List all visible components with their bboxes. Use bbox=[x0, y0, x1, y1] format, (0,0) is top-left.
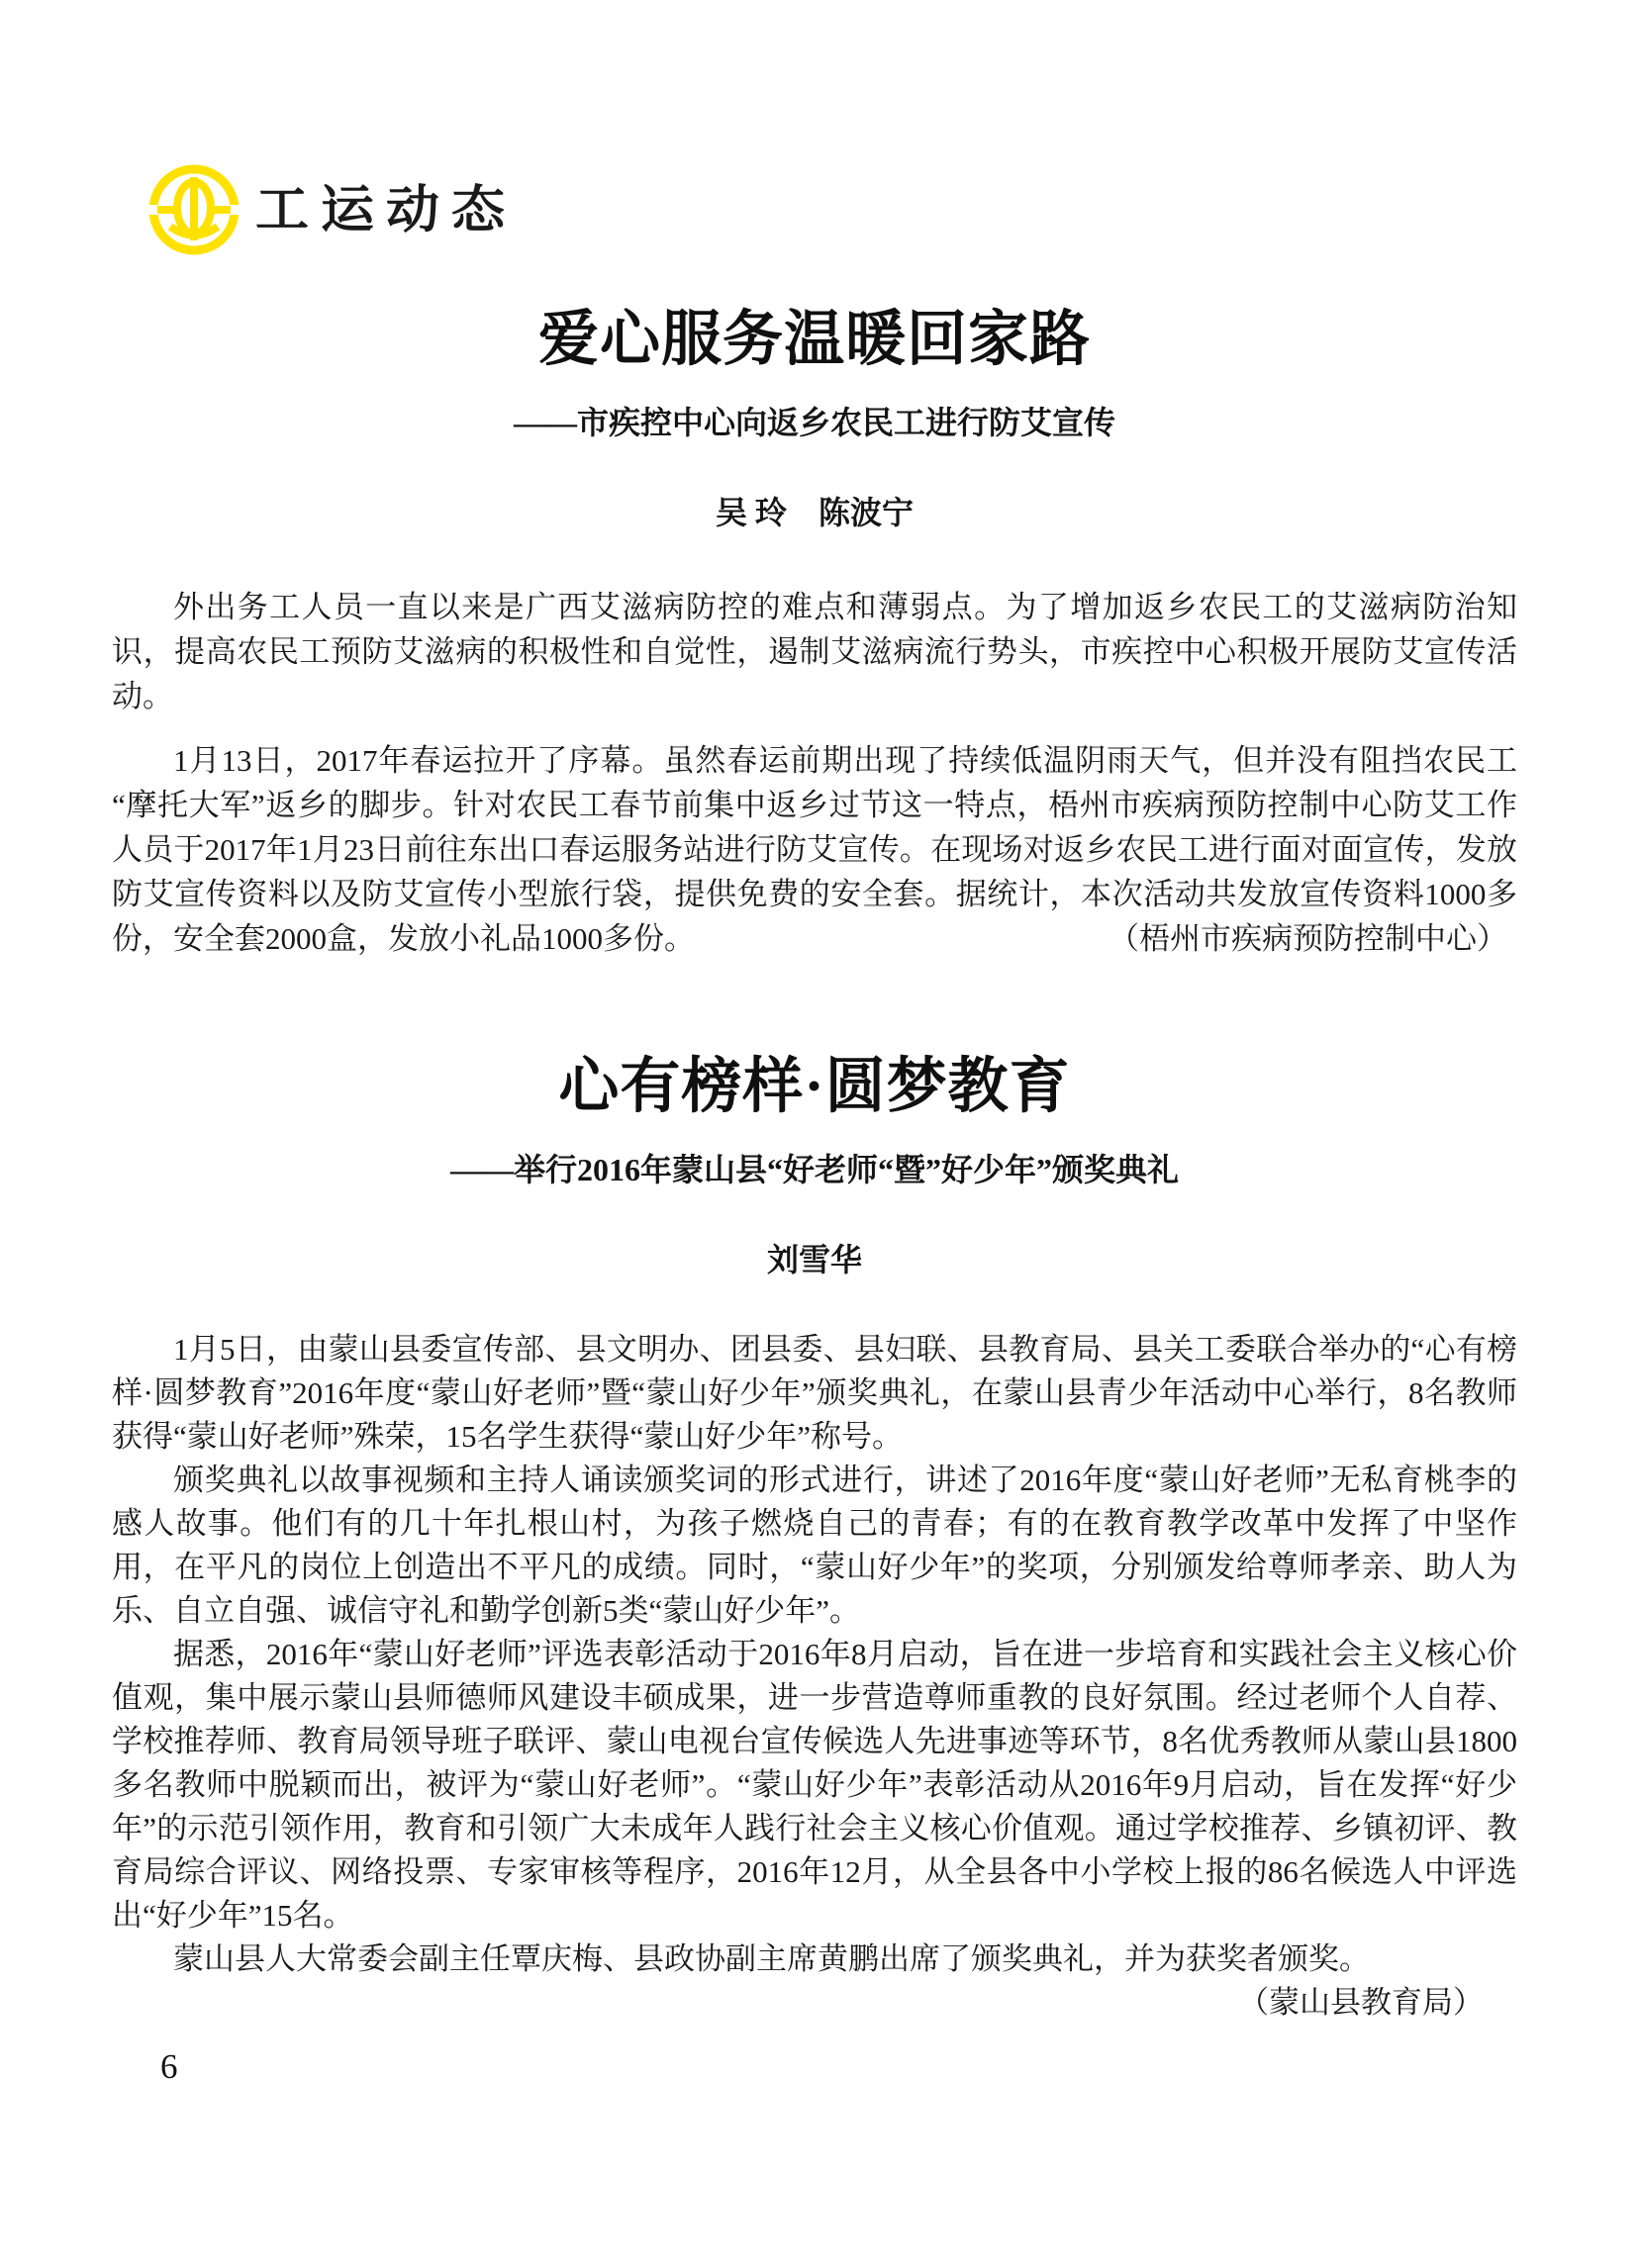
article-2-body bbox=[112, 1328, 1517, 2025]
article-2-paragraph-2: 颁奖典礼以故事视频和主持人诵读颁奖词的形式进行，讲述了2016年度“蒙山好老师”无私育桃李的感人故事。他们有的几十年扎根山村，为孩子燃烧自己的青春；有的在教育教学改革中发挥了中坚作用，在平凡的岗位上创造出不平凡的成绩。同时，“蒙山好少年”的奖项，分别颁发给尊师孝亲、助人为乐、自立自强、诚信守礼和勤学创新5类“蒙山好少年”。 bbox=[112, 1463, 1517, 1628]
article-2-title: 心有榜样·圆梦教育 bbox=[558, 1054, 1071, 1120]
article-2-paragraph-4: 蒙山县人大常委会副主任覃庆梅、县政协副主席黄鹏出席了颁奖典礼，并为获奖者颁奖。 bbox=[173, 1941, 1370, 1976]
article-2-attribution: （蒙山县教育局） bbox=[1238, 1985, 1484, 2020]
article-1 bbox=[112, 300, 1517, 961]
article-1-paragraph-1: 外出务工人员一直以来是广西艾滋病防控的难点和薄弱点。为了增加返乡农民工的艾滋病防治知识，提高农民工预防艾滋病的积极性和自觉性，遏制艾滋病流行势头，市疾控中心积极开展防艾宣传活动。 bbox=[112, 590, 1517, 713]
article-2-paragraph-3: 据悉，2016年“蒙山好老师”评选表彰活动于2016年8月启动，旨在进一步培育和实践社会主义核心价值观，集中展示蒙山县师德师风建设丰硕成果，进一步营造尊师重教的良好氛围。经过老师个人自荐、学校推荐师、教育局领导班子联评、蒙山电视台宣传候选人先进事迹等环节，8名优秀教师从蒙山县1800多名教师中脱颖而出，被评为“蒙山好老师”。“蒙山好少年”表彰活动从2016年9月启动，旨在发挥“好少年”的示范引领作用，教育和引领广大未成年人践行社会主义核心价值观。通过学校推荐、乡镇初评、教育局综合评议、网络投票、专家审核等程序，2016年12月，从全县各中小学校上报的86名候选人中评选出“好少年”15名。 bbox=[112, 1637, 1517, 1933]
trade-union-emblem-icon bbox=[148, 164, 240, 255]
article-1-body bbox=[112, 585, 1517, 961]
article-1-title: 爱心服务温暖回家路 bbox=[537, 307, 1091, 373]
article-2 bbox=[112, 1047, 1517, 2025]
article-2-paragraph-1: 1月5日，由蒙山县委宣传部、县文明办、团县委、县妇联、县教育局、县关工委联合举办的“心有榜样·圆梦教育”2016年度“蒙山好老师”暨“蒙山好少年”颁奖典礼，在蒙山县青少年活动中心举行，8名教师获得“蒙山好老师”殊荣，15名学生获得“蒙山好少年”称号。 bbox=[112, 1332, 1517, 1454]
page-number: 6 bbox=[160, 2047, 178, 2086]
article-1-subtitle: ——市疾控中心向返乡农民工进行防艾宣传 bbox=[513, 405, 1115, 440]
article-1-attribution: （梧州市疾病预防控制中心） bbox=[1109, 921, 1507, 956]
page-header bbox=[148, 164, 517, 255]
article-2-subtitle: ——举行2016年蒙山县“好老师“暨”好少年”颁奖典礼 bbox=[449, 1152, 1179, 1187]
article-2-authors: 刘雪华 bbox=[766, 1242, 862, 1277]
article-1-authors: 吴 玲 陈波宁 bbox=[715, 495, 914, 530]
masthead-title: 工运动态 bbox=[255, 181, 517, 238]
article-1-paragraph-2 bbox=[112, 738, 1517, 961]
article-1-paragraph-2-text: 1月13日，2017年春运拉开了序幕。虽然春运前期出现了持续低温阴雨天气，但并没有阻挡农民工“摩托大军”返乡的脚步。针对农民工春节前集中返乡过节这一特点，梧州市疾病预防控制中心防艾工作人员于2017年1月23日前往东出口春运服务站进行防艾宣传。在现场对返乡农民工进行面对面宣传，发放防艾宣传资料以及防艾宣传小型旅行袋，提供免费的安全套。据统计，本次活动共发放宣传资料1000多份，安全套2000盒，发放小礼品1000多份。 bbox=[112, 743, 1517, 956]
